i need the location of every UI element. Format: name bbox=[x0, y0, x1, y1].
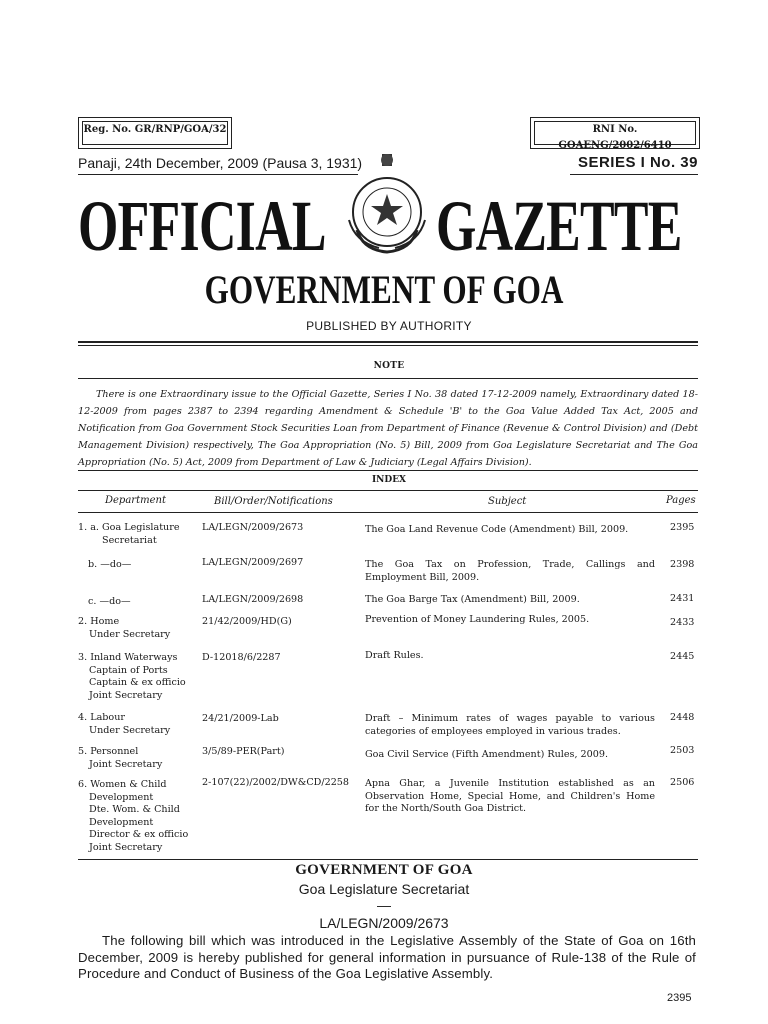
dept-line: Dte. Wom. & Child bbox=[89, 804, 180, 815]
government-of-goa-emblem-icon bbox=[343, 150, 431, 260]
col-header-bill: Bill/Order/Notifications bbox=[214, 496, 333, 507]
table-row bbox=[78, 712, 698, 742]
table-row bbox=[78, 746, 698, 776]
dept-line: Joint Secretary bbox=[89, 841, 163, 853]
col-header-pages: Pages bbox=[666, 495, 696, 506]
subject: Draft Rules. bbox=[365, 650, 424, 661]
page-ref: 2448 bbox=[670, 712, 695, 723]
government-title: GOVERNMENT OF GOA bbox=[204, 267, 564, 312]
page-ref: 2503 bbox=[670, 745, 695, 756]
subject: The Goa Tax on Profession, Trade, Callings and Employment Bill, 2009. bbox=[365, 559, 655, 583]
dept-line: 6. Women & Child bbox=[78, 779, 167, 790]
dept-line: 2. Home bbox=[78, 616, 120, 627]
page-ref: 2445 bbox=[670, 651, 695, 662]
dept-line: Under Secretary bbox=[89, 628, 171, 640]
dept-line: Under Secretary bbox=[89, 724, 171, 736]
header-rule bbox=[78, 341, 698, 343]
page-ref: 2506 bbox=[670, 777, 695, 788]
dept-line: b. —do— bbox=[88, 559, 132, 570]
col-header-subject: Subject bbox=[488, 496, 527, 507]
subject: Prevention of Money Laundering Rules, 2005. bbox=[365, 614, 590, 625]
subject: Goa Civil Service (Fifth Amendment) Rules, 2009. bbox=[365, 749, 609, 760]
title-gazette: GAZETTE bbox=[436, 186, 682, 266]
date-line: Panaji, 24th December, 2009 (Pausa 3, 1931) bbox=[78, 155, 363, 171]
note-text: There is one Extraordinary issue to the Official Gazette, Series I No. 38 dated 17-12-2009 namely, Extraordinary dated 18-12-2009 from pages 2387 to 2394 regarding Amendment & Schedule 'B' to the Goa Value Added Tax Act, 2005 and Notification from Goa Government Stock Securities Loan from Department of Finance (Revenue & Control Division) and (Debt Management Division) respectively, The Goa Appropriation (No. 5) Bill, 2009 from Goa Legislature Secretariat and The Goa Appropriation (No. 5) Act, 2009 from Department of Law & Judiciary (Legal Affairs Division). bbox=[78, 389, 698, 468]
section-heading: GOVERNMENT OF GOA bbox=[295, 862, 473, 878]
dept-line: Joint Secretary bbox=[89, 758, 163, 770]
index-top-rule bbox=[78, 470, 698, 471]
bill-number: 21/42/2009/HD(G) bbox=[202, 616, 292, 627]
bill-number: D-12018/6/2287 bbox=[202, 652, 281, 663]
dept-line: Development bbox=[89, 816, 154, 828]
table-row bbox=[78, 616, 698, 646]
date-underline bbox=[78, 174, 358, 175]
bill-number: 2-107(22)/2002/DW&CD/2258 bbox=[202, 777, 350, 788]
table-row bbox=[78, 522, 698, 552]
table-row bbox=[78, 779, 698, 859]
dept-line: 1. a. Goa Legislature bbox=[78, 522, 180, 533]
dept-line: 4. Labour bbox=[78, 712, 125, 723]
index-bottom-rule bbox=[78, 859, 698, 860]
subject: The Goa Land Revenue Code (Amendment) Bill, 2009. bbox=[365, 524, 629, 535]
dept-line: Development bbox=[89, 791, 154, 803]
series-underline bbox=[570, 174, 698, 175]
dept-line: Director & ex officio bbox=[89, 829, 189, 840]
table-row bbox=[78, 594, 698, 610]
index-title: INDEX bbox=[371, 475, 407, 485]
bill-number: 3/5/89-PER(Part) bbox=[202, 746, 285, 757]
series-number: SERIES I No. 39 bbox=[577, 154, 698, 171]
table-row bbox=[78, 557, 698, 587]
bill-number: LA/LEGN/2009/2673 bbox=[202, 522, 304, 533]
dept-line: Secretariat bbox=[102, 534, 157, 546]
index-title-rule bbox=[78, 490, 698, 491]
index-header-rule bbox=[78, 512, 698, 513]
section-body: The following bill which was introduced in the Legislative Assembly of the State of Goa on 16th December, 2009 is hereby published for general information in pursuance of Rule-138 of the Rule of Procedure and Conduct of Business of the Goa Legislative Assembly. bbox=[78, 933, 696, 981]
page-ref: 2398 bbox=[670, 559, 695, 570]
rni-number-box bbox=[530, 117, 700, 149]
subject: Apna Ghar, a Juvenile Institution established as an Observation Home, Special Home, and Children's Home for the North/South Goa District. bbox=[365, 778, 655, 814]
section-reference: LA/LEGN/2009/2673 bbox=[319, 915, 449, 931]
note-rule bbox=[78, 378, 698, 379]
dept-line: 3. Inland Waterways bbox=[78, 652, 178, 663]
page-ref: 2431 bbox=[670, 593, 695, 604]
title-official: OFFICIAL bbox=[78, 186, 326, 266]
page-ref: 2433 bbox=[670, 617, 695, 628]
section-subheading: Goa Legislature Secretariat bbox=[298, 881, 470, 897]
published-by-authority: PUBLISHED BY AUTHORITY bbox=[306, 319, 472, 333]
reg-number-box bbox=[78, 117, 232, 149]
col-header-department: Department bbox=[105, 495, 166, 506]
note-title: NOTE bbox=[373, 361, 405, 371]
dept-line: Captain of Ports bbox=[89, 664, 168, 676]
dept-line: Captain & ex officio bbox=[89, 677, 186, 688]
page-ref: 2395 bbox=[670, 522, 695, 533]
rni-number: RNI No. GOAENG/2002/6410 bbox=[534, 121, 696, 145]
section-dash: — bbox=[377, 897, 391, 913]
subject: Draft – Minimum rates of wages payable to various categories of employees employed in various trades. bbox=[365, 713, 655, 737]
header-rule-thin bbox=[78, 345, 698, 346]
dept-line: Joint Secretary bbox=[89, 689, 163, 701]
dept-line: 5. Personnel bbox=[78, 746, 139, 757]
bill-number: LA/LEGN/2009/2698 bbox=[202, 594, 304, 605]
subject: The Goa Barge Tax (Amendment) Bill, 2009. bbox=[365, 594, 580, 605]
reg-number: Reg. No. GR/RNP/GOA/32 bbox=[82, 121, 228, 145]
table-row bbox=[78, 652, 698, 707]
page-number: 2395 bbox=[667, 992, 692, 1004]
bill-number: LA/LEGN/2009/2697 bbox=[202, 557, 304, 568]
dept-line: c. —do— bbox=[88, 596, 131, 607]
bill-number: 24/21/2009-Lab bbox=[202, 713, 279, 724]
